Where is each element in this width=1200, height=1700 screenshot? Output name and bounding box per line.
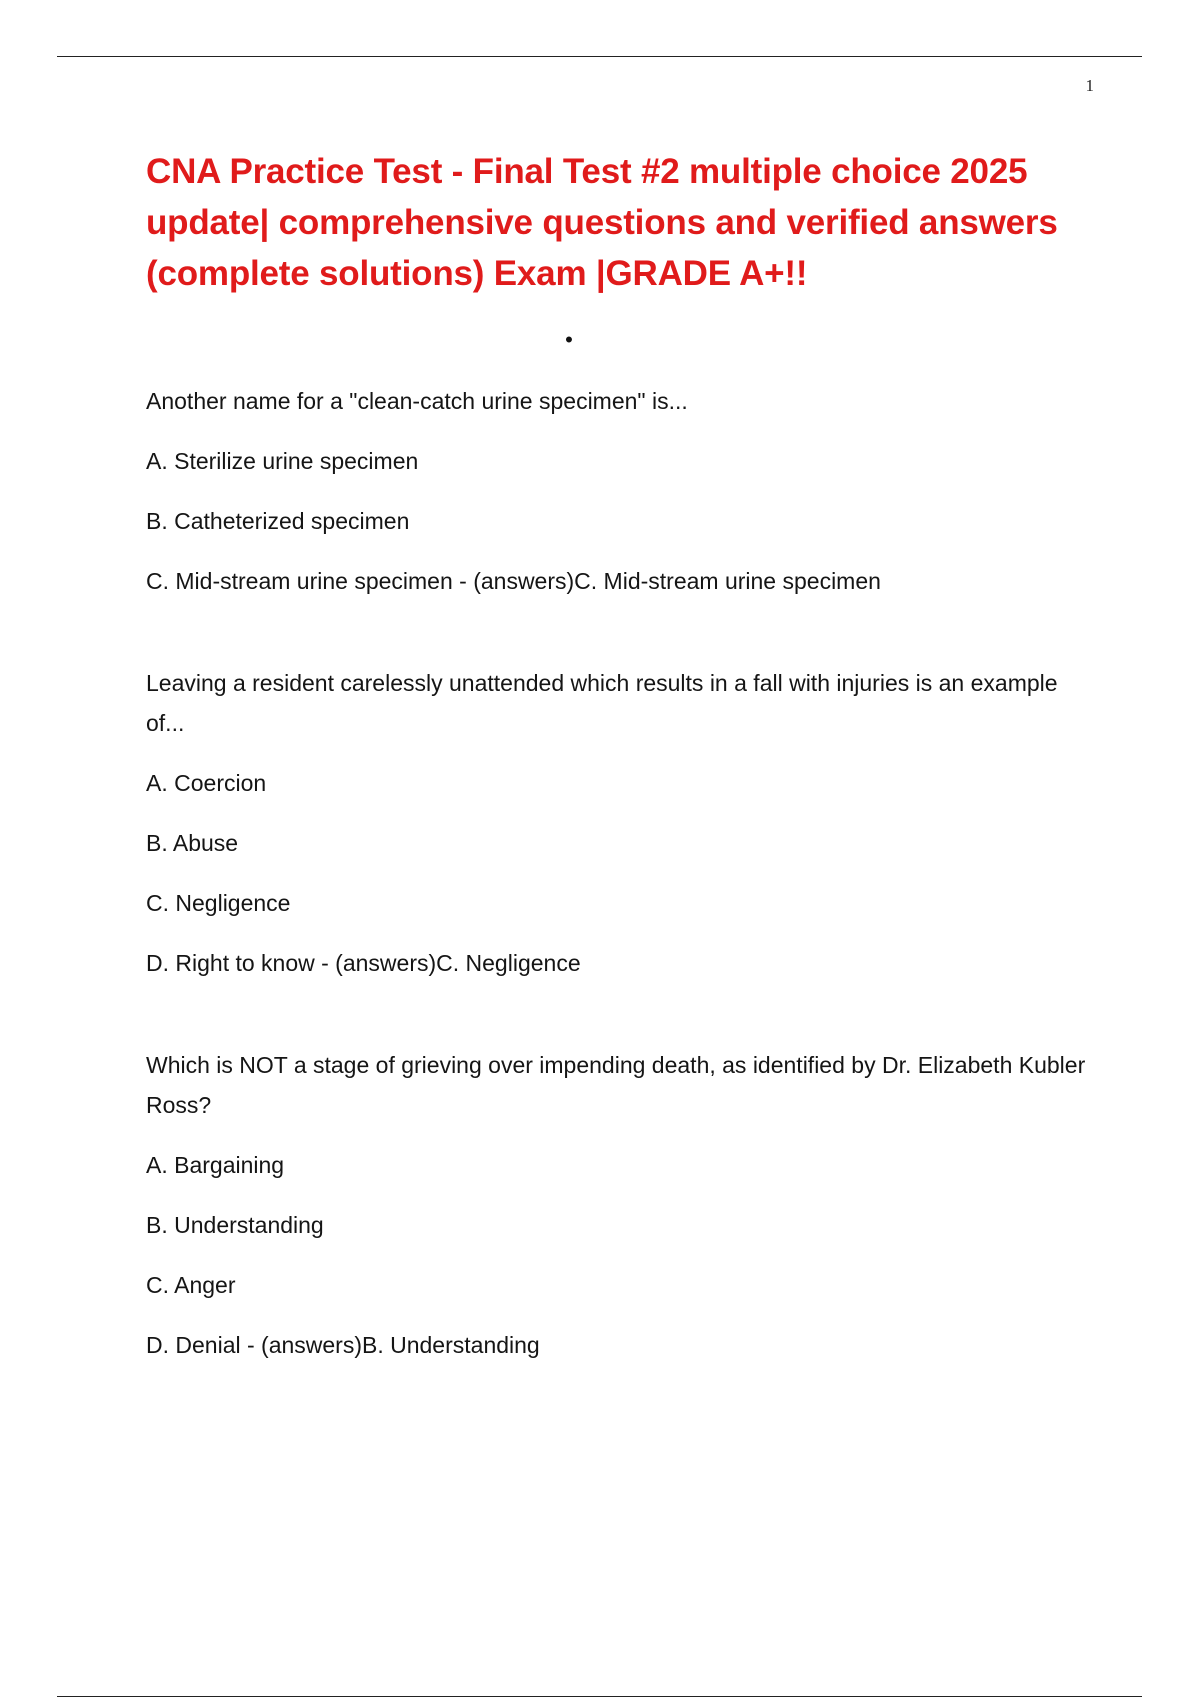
question-text: Leaving a resident carelessly unattended which results in a fall with injuries is an example of...	[146, 670, 1058, 736]
option-item: A. Coercion	[146, 770, 267, 796]
option-item: C. Mid-stream urine specimen - (answers)C. Mid-stream urine specimen	[146, 568, 881, 594]
question-text: Which is NOT a stage of grieving over impending death, as identified by Dr. Elizabeth Kubler Ross?	[146, 1052, 1086, 1118]
option-item: B. Abuse	[146, 830, 239, 856]
option-item: C. Negligence	[146, 890, 291, 916]
header-rule	[57, 56, 1142, 57]
option-item: B. Understanding	[146, 1212, 324, 1238]
page-number: 1	[1085, 76, 1094, 95]
question-block-3	[146, 1045, 1096, 1365]
footer-rule	[57, 1696, 1142, 1697]
option-item: B. Catheterized specimen	[146, 508, 410, 534]
document-title: CNA Practice Test - Final Test #2 multiple choice 2025 update| comprehensive questions and verified answers (complete solutions) Exam |GRADE A+!!	[146, 152, 1058, 293]
bullet-point: •	[565, 327, 573, 352]
question-block-1	[146, 381, 1096, 601]
question-block-2	[146, 663, 1096, 983]
option-item: C. Anger	[146, 1272, 236, 1298]
option-item: A. Sterilize urine specimen	[146, 448, 419, 474]
option-item: D. Denial - (answers)B. Understanding	[146, 1332, 540, 1358]
option-item: A. Bargaining	[146, 1152, 285, 1178]
document-body	[146, 146, 1096, 1365]
option-item: D. Right to know - (answers)C. Negligence	[146, 950, 581, 976]
question-text: Another name for a "clean-catch urine specimen" is...	[146, 388, 688, 414]
